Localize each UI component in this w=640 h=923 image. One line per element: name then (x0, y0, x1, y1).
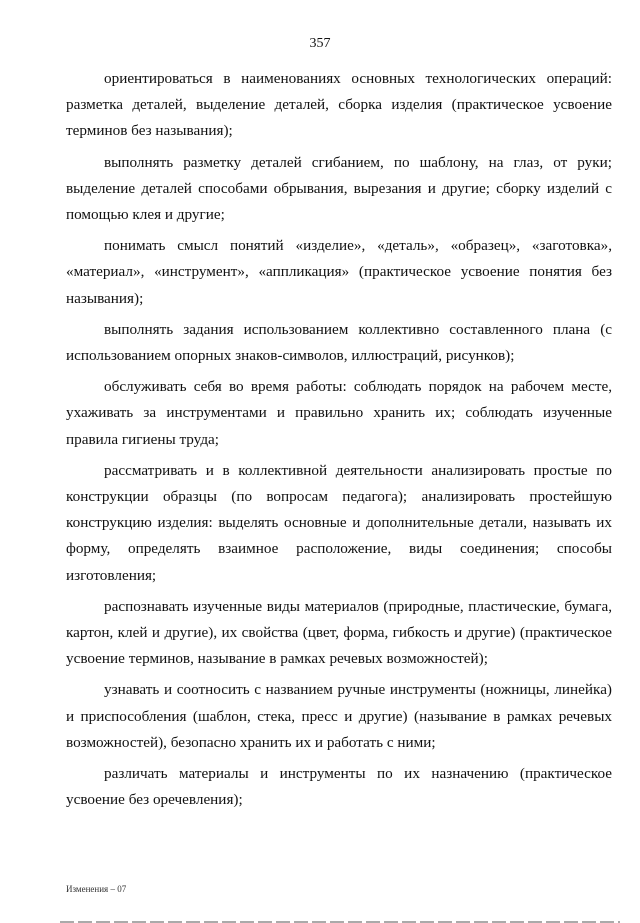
paragraph-7: распознавать изученные виды материалов (природные, пластические, бумага, картон, клей и другие), их свойства (цвет, форма, гибкость и другие) (практическое усвоение терминов, называние в рамках речевых возможностей); (66, 597, 612, 668)
paragraph-6: рассматривать и в коллективной деятельности анализировать простые по конструкции образцы (по вопросам педагога); анализировать простейшую конструкцию изделия: выделять основные и дополнительные детали, называть их форму, определять взаимное расположение, виды соединения; способы изготовления; (66, 461, 612, 584)
paragraph-4: выполнять задания использованием коллективно составленного плана (с использованием опорных знаков-символов, иллюстраций, рисунков); (66, 320, 612, 365)
paragraph-5: обслуживать себя во время работы: соблюдать порядок на рабочем месте, ухаживать за инструментами и правильно хранить их; соблюдать изученные правила гигиены труда; (66, 378, 612, 448)
document-body (66, 66, 612, 818)
paragraph-3: понимать смысл понятий «изделие», «деталь», «образец», «заготовка», «материал», «инструмент», «аппликация» (практическое усвоение понятия без называния); (66, 237, 612, 307)
paragraph-9: различать материалы и инструменты по их назначению (практическое усвоение без оречевления); (66, 765, 612, 809)
paragraph-8: узнавать и соотносить с названием ручные инструменты (ножницы, линейка) и приспособления (шаблон, стека, пресс и другие) (называние в рамках речевых возможностей), безопасно хранить их и работать с ними; (66, 681, 612, 751)
footer-revision-note: Изменения – 07 (66, 884, 127, 894)
paragraph-2: выполнять разметку деталей сгибанием, по шаблону, на глаз, от руки; выделение деталей способами обрывания, вырезания и другие; сборку изделий с помощью клея и другие; (66, 153, 612, 224)
page-number: 357 (309, 36, 331, 51)
paragraph-1: ориентироваться в наименованиях основных технологических операций: разметка деталей, выделение деталей, сборка изделия (практическое усвоение терминов без называния); (66, 70, 612, 140)
